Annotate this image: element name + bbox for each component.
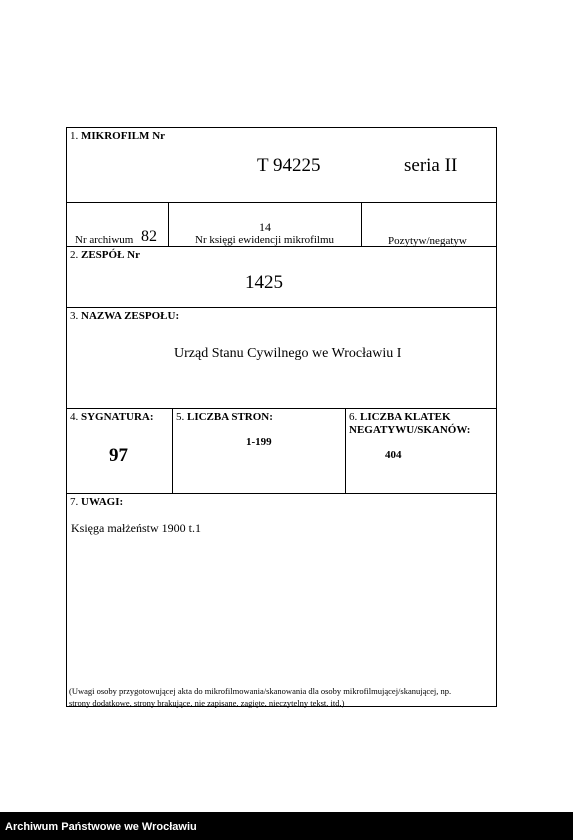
pages-value: 1-199 — [246, 436, 272, 448]
section-4-title: SYGNATURA: — [81, 411, 154, 423]
archive-footer-bar — [0, 812, 573, 840]
fonds-number: 1425 — [245, 272, 283, 293]
section-mikrofilm — [67, 128, 496, 202]
archive-label: Nr archiwum — [75, 234, 134, 246]
section-2-label — [70, 249, 140, 261]
section-1-title: MIKROFILM Nr — [81, 130, 166, 142]
remarks-note-line1: (Uwagi osoby przygotowującej akta do mikrofilmowania/skanowania dla osoby mikrofilmującej/skanującej, np. — [69, 686, 452, 696]
polarity-label: Pozytyw/negatyw — [388, 235, 467, 247]
section-5-number: 5. — [176, 411, 185, 423]
section-3-title: NAZWA ZESPOŁU: — [81, 310, 180, 322]
section-6-title-line2: NEGATYWU/SKANÓW: — [349, 424, 471, 436]
section-nazwa-zespolu — [67, 307, 496, 408]
register-cell — [168, 203, 361, 246]
frames-value: 404 — [385, 449, 402, 461]
section-3-label — [70, 310, 179, 322]
microfilm-record-form — [66, 127, 497, 707]
section-4-number: 4. — [70, 411, 79, 423]
section-6-title-line1: LICZBA KLATEK — [360, 411, 451, 423]
section-2-number: 2. — [70, 249, 79, 261]
section-1-label — [70, 130, 165, 142]
film-number: T 94225 — [257, 155, 321, 176]
polarity-cell — [361, 203, 496, 246]
archive-row — [67, 202, 496, 246]
archive-number: 82 — [141, 228, 157, 245]
register-number: 14 — [259, 220, 271, 234]
section-5-title: LICZBA STRON: — [187, 411, 273, 423]
pages-cell — [172, 409, 345, 493]
section-6-label — [349, 411, 470, 437]
frames-cell — [345, 409, 496, 493]
section-uwagi — [67, 493, 496, 706]
register-label: Nr księgi ewidencji mikrofilmu — [195, 234, 334, 246]
remarks-note-line2: strony dodatkowe, strony brakujące, nie zapisane, zagięte, nieczytelny tekst, itd.) — [69, 698, 345, 708]
section-5-label — [176, 411, 273, 423]
section-7-label — [70, 496, 123, 508]
signature-row — [67, 408, 496, 493]
section-7-title: UWAGI: — [81, 496, 124, 508]
section-zespol-nr — [67, 246, 496, 307]
section-2-title: ZESPÓŁ Nr — [81, 249, 140, 261]
section-3-number: 3. — [70, 310, 79, 322]
fonds-name: Urząd Stanu Cywilnego we Wrocławiu I — [174, 346, 402, 361]
section-1-number: 1. — [70, 130, 79, 142]
section-7-number: 7. — [70, 496, 79, 508]
signature-value: 97 — [109, 445, 128, 466]
section-6-number: 6. — [349, 411, 358, 423]
remarks-value: Księga małżeństw 1900 t.1 — [71, 521, 201, 535]
section-4-label — [70, 411, 154, 423]
film-series: seria II — [404, 155, 458, 176]
archive-footer-text: Archiwum Państwowe we Wrocławiu — [5, 821, 197, 833]
archive-cell — [67, 203, 168, 246]
signature-cell — [67, 409, 172, 493]
